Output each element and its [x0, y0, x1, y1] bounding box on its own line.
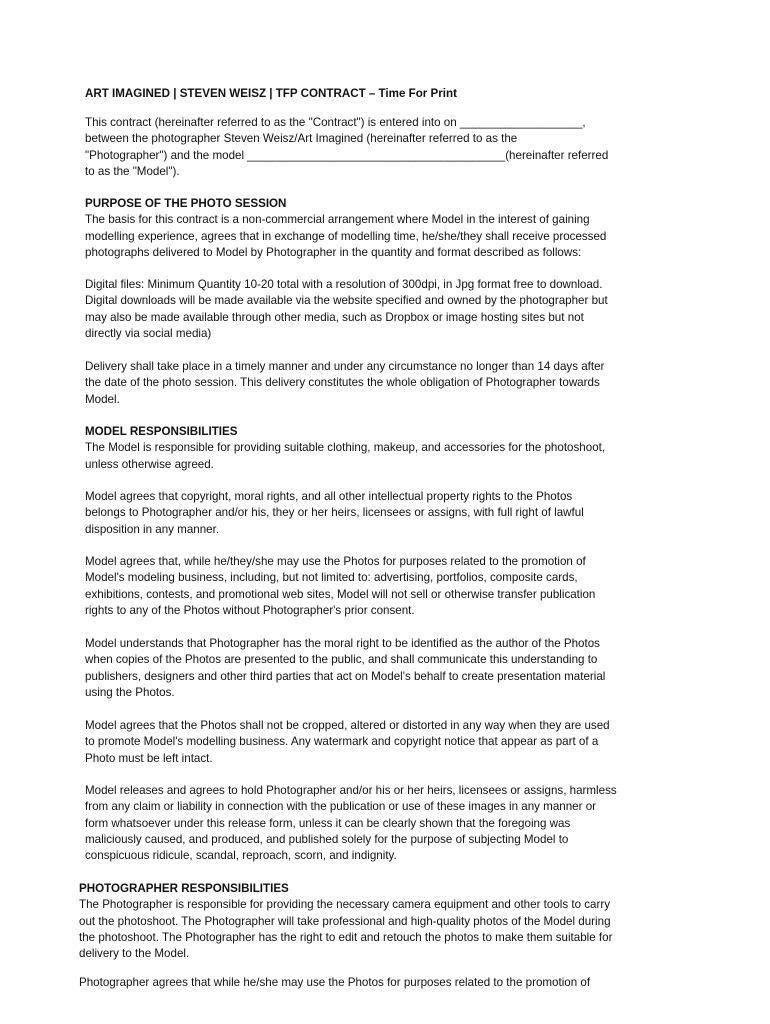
delivery-paragraph — [85, 359, 695, 408]
digital-files-line: Digital files: Minimum Quantity 10-20 total with a resolution of 300dpi, in Jpg format free to download. — [85, 278, 603, 291]
promotion-line: rights to any of the Photos without Photographer's prior consent. — [85, 603, 415, 617]
no-crop-line: Model agrees that the Photos shall not be cropped, altered or distorted in any way when they are used — [85, 719, 610, 732]
copyright-line: disposition in any manner. — [85, 522, 220, 536]
intro-line: This contract (hereinafter referred to as the "Contract") is entered into on ___________________, — [85, 116, 586, 129]
copyright-line: belongs to Photographer and/or his, they or her heirs, licensees or assigns, with full right of lawful — [85, 506, 584, 520]
intro-line: between the photographer Steven Weisz/Art Imagined (hereinafter referred to as the — [85, 132, 518, 146]
digital-files-paragraph — [85, 277, 695, 342]
document-title: ART IMAGINED | STEVEN WEISZ | TFP CONTRACT – Time For Print — [85, 87, 457, 100]
release-line: maliciously caused, and produced, and published solely for the purpose of subjecting Model to — [85, 832, 569, 846]
moral-right-line: Model understands that Photographer has the moral right to be identified as the author of the Photos — [85, 637, 600, 650]
intro-paragraph — [85, 115, 695, 180]
photographer-resp-line: the photoshoot. The Photographer has the right to edit and retouch the photos to make them suitable for — [79, 930, 613, 944]
delivery-line: Delivery shall take place in a timely manner and under any circumstance no longer than 14 days after — [85, 360, 605, 373]
promotion-line: Model's modeling business, including, but not limited to: advertising, portfolios, composite cards, — [85, 571, 578, 585]
no-crop-line: to promote Model's modelling business. Any watermark and copyright notice that appear as part of a — [85, 735, 599, 749]
moral-right-line: when copies of the Photos are presented to the public, and shall communicate this understanding to — [85, 653, 598, 667]
copyright-paragraph — [85, 489, 695, 538]
promotion-line: Model agrees that, while he/they/she may use the Photos for purposes related to the promotion of — [85, 555, 586, 568]
promotion-paragraph — [85, 554, 695, 619]
release-paragraph — [85, 783, 695, 864]
photographer-resp-line: delivery to the Model. — [79, 947, 190, 961]
purpose-line: modelling experience, agrees that in exchange of modelling time, he/she/they shall receive processed — [85, 229, 607, 243]
photographer-use-line: Photographer agrees that while he/she may use the Photos for purposes related to the promotion of — [79, 976, 591, 989]
photographer-responsibilities-section — [79, 881, 695, 962]
release-line: from any claim or liability in connection with the publication or use of these images in any manner or — [85, 800, 597, 814]
intro-line: "Photographer") and the model ________________________________________(hereinafter referred — [85, 148, 609, 162]
purpose-heading: PURPOSE OF THE PHOTO SESSION — [85, 197, 287, 210]
photographer-resp-line: The Photographer is responsible for providing the necessary camera equipment and other tools to carry — [79, 898, 611, 912]
model-responsibilities-heading: MODEL RESPONSIBILITIES — [85, 425, 238, 438]
photographer-responsibilities-heading: PHOTOGRAPHER RESPONSIBILITIES — [79, 882, 289, 895]
copyright-line: Model agrees that copyright, moral rights, and all other intellectual property rights to the Photos — [85, 490, 573, 503]
digital-files-line: Digital downloads will be made available via the website specified and owned by the photographer but — [85, 294, 608, 308]
moral-right-paragraph — [85, 636, 695, 701]
release-line: conspicuous ridicule, scandal, reproach, scorn, and indignity. — [85, 849, 397, 863]
model-resp-line: unless otherwise agreed. — [85, 457, 214, 471]
purpose-line: photographs delivered to Model by Photographer in the quantity and format described as follows: — [85, 245, 582, 259]
release-line: form whatsoever under this release form, unless it can be clearly shown that the foregoing was — [85, 816, 571, 830]
no-crop-paragraph — [85, 718, 695, 767]
purpose-line: The basis for this contract is a non-commercial arrangement where Model in the interest of gaining — [85, 213, 590, 227]
intro-line: to as the "Model"). — [85, 164, 180, 178]
moral-right-line: publishers, designers and other third parties that act on Model's behalf to create presentation material — [85, 669, 606, 683]
digital-files-line: directly via social media) — [85, 326, 212, 340]
delivery-line: Model. — [85, 392, 120, 406]
moral-right-line: using the Photos. — [85, 685, 175, 699]
photographer-resp-line: out the photoshoot. The Photographer will take professional and high-quality photos of the Model during — [79, 914, 611, 928]
no-crop-line: Photo must be left intact. — [85, 751, 213, 765]
promotion-line: exhibitions, contests, and promotional web sites, Model will not sell or otherwise transfer publication — [85, 587, 596, 601]
photographer-use-paragraph — [79, 975, 695, 991]
digital-files-line: may also be made available through other media, such as Dropbox or image hosting sites but not — [85, 310, 584, 324]
model-responsibilities-section — [85, 424, 695, 473]
model-resp-line: The Model is responsible for providing suitable clothing, makeup, and accessories for the photoshoot, — [85, 441, 606, 455]
delivery-line: the date of the photo session. This delivery constitutes the whole obligation of Photographer towards — [85, 376, 600, 390]
release-line: Model releases and agrees to hold Photographer and/or his or her heirs, licensees or assigns, harmless — [85, 784, 617, 797]
purpose-section — [85, 196, 695, 261]
